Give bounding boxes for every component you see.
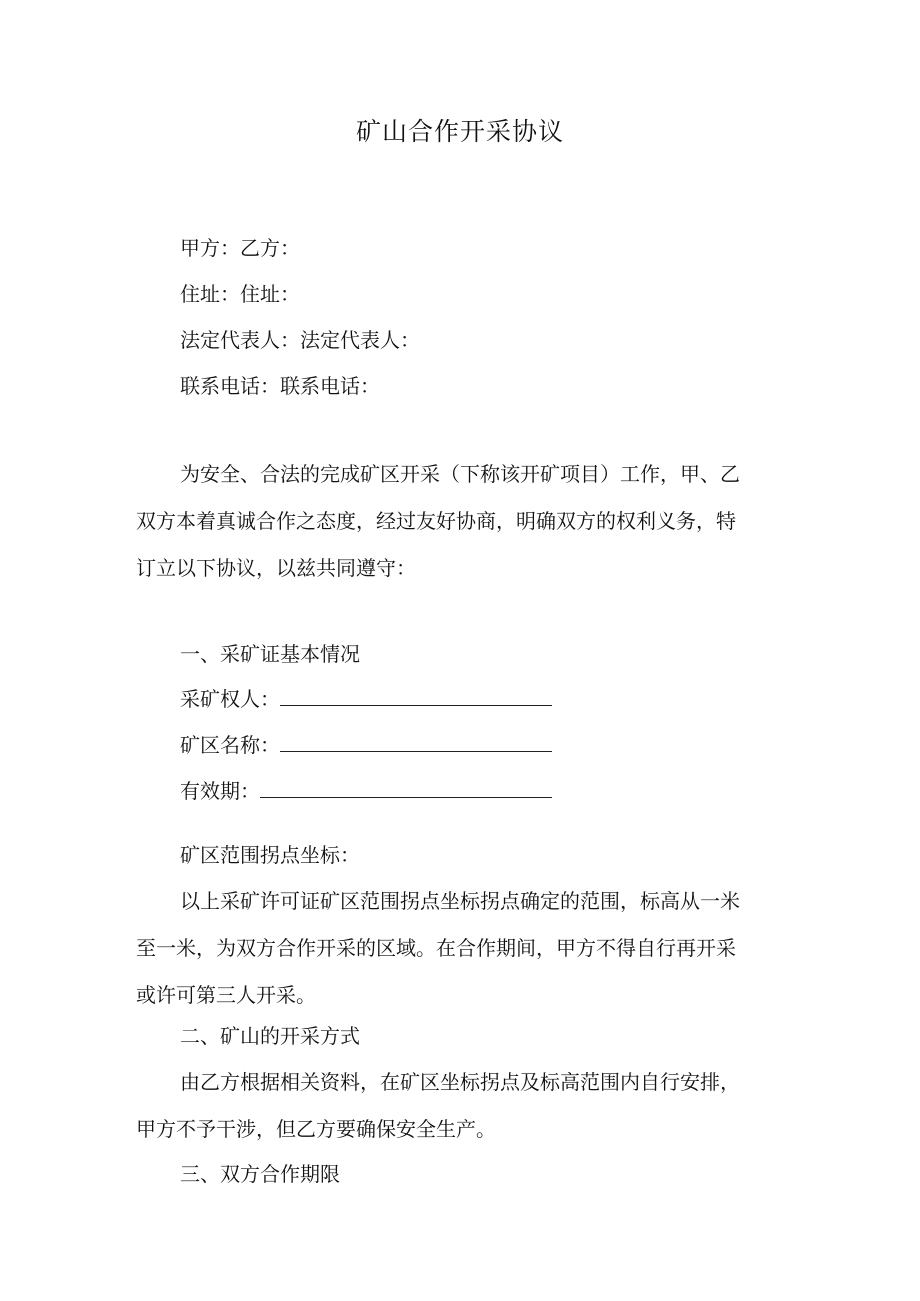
section-3-heading: 三、双方合作期限 bbox=[180, 1162, 340, 1186]
section-1-paragraph-line-3: 或许可第三人开采。 bbox=[136, 983, 316, 1007]
parties-line: 甲方：乙方： bbox=[180, 236, 300, 260]
field-validity bbox=[180, 777, 552, 805]
intro-line-3: 订立以下协议，以兹共同遵守： bbox=[136, 556, 416, 580]
section-1-heading: 一、采矿证基本情况 bbox=[180, 642, 360, 666]
section-1-paragraph-line-1: 以上采矿许可证矿区范围拐点坐标拐点确定的范围，标高从一米 bbox=[180, 889, 740, 913]
blank-underline bbox=[280, 687, 552, 706]
legal-representative-line: 法定代表人：法定代表人： bbox=[180, 328, 420, 352]
field-label: 矿区名称： bbox=[180, 733, 280, 757]
section-2-heading: 二、矿山的开采方式 bbox=[180, 1024, 360, 1048]
field-mine-name bbox=[180, 731, 552, 759]
field-label: 有效期： bbox=[180, 779, 260, 803]
intro-line-1: 为安全、合法的完成矿区开采（下称该开矿项目）工作，甲、乙 bbox=[180, 462, 740, 486]
address-line: 住址：住址： bbox=[180, 282, 300, 306]
section-2-paragraph-line-1: 由乙方根据相关资料，在矿区坐标拐点及标高范围内自行安排， bbox=[180, 1070, 740, 1094]
intro-line-2: 双方本着真诚合作之态度，经过友好协商，明确双方的权利义务，特 bbox=[136, 509, 736, 533]
field-mining-right-holder bbox=[180, 685, 552, 713]
section-1-paragraph-line-2: 至一米，为双方合作开采的区域。在合作期间，甲方不得自行再开采 bbox=[136, 936, 736, 960]
blank-underline bbox=[260, 779, 552, 798]
phone-line: 联系电话：联系电话： bbox=[180, 374, 380, 398]
field-label: 采矿权人： bbox=[180, 687, 280, 711]
blank-underline bbox=[280, 733, 552, 752]
document-title: 矿山合作开采协议 bbox=[355, 117, 564, 146]
section-2-paragraph-line-2: 甲方不予干涉，但乙方要确保安全生产。 bbox=[136, 1117, 496, 1141]
coords-label: 矿区范围拐点坐标： bbox=[180, 843, 360, 867]
